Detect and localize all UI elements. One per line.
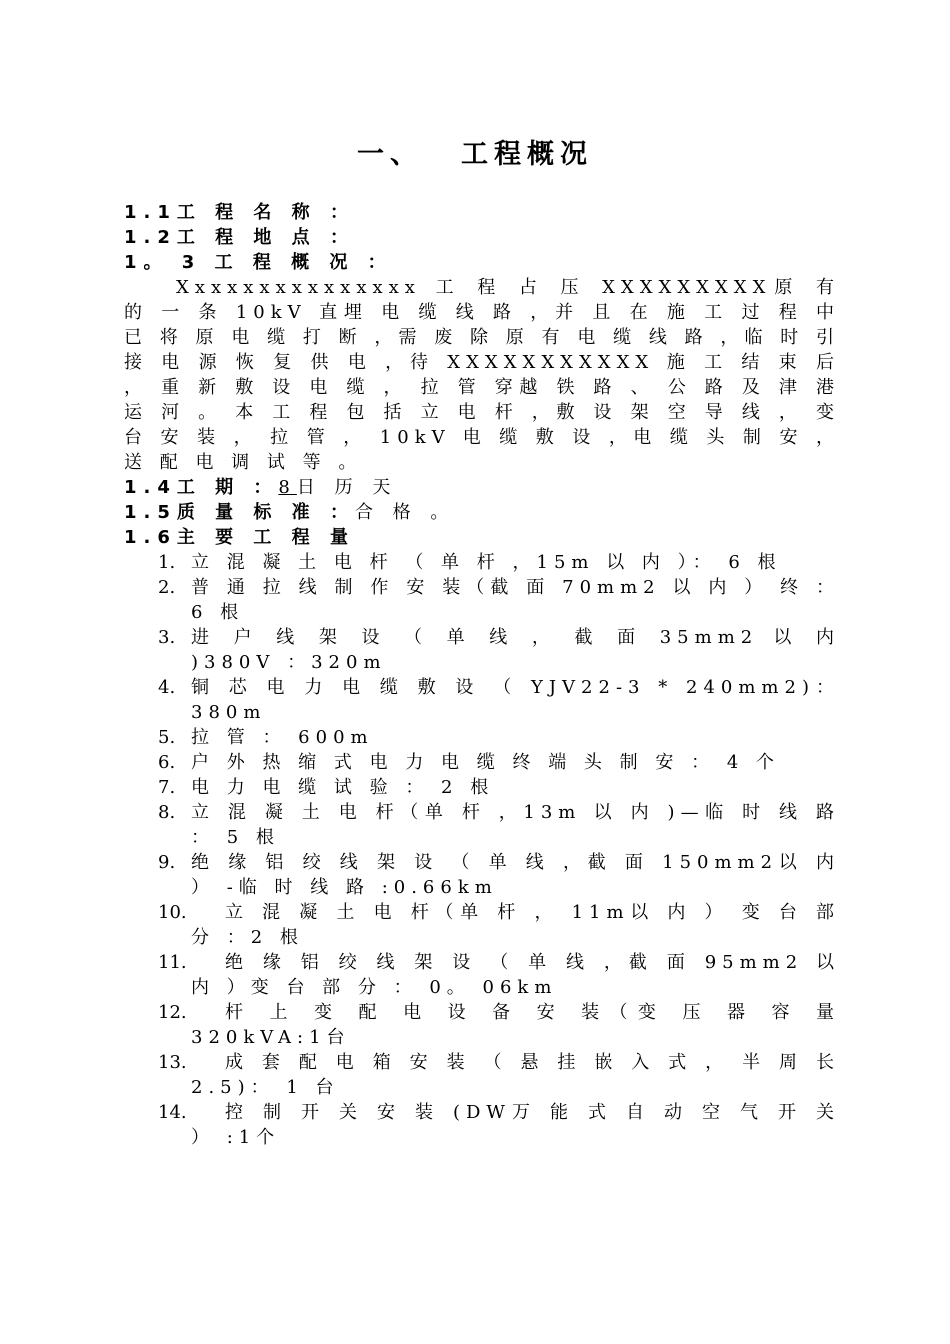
section-1-1-heading: 1.1工 程 名 称 ： [124,202,355,223]
list-item-number: 12. [158,1002,187,1023]
section-1-3-heading: 1。 3 工 程 概 况 ： [124,252,393,273]
duration-label: 1.4工 期 ： [124,477,279,498]
list-item [124,1100,840,1150]
list-item [124,725,840,750]
duration-days-value: 8 [278,477,297,498]
list-item [124,1000,840,1050]
list-item-text: 杆 上 变 配 电 设 备 安 装（变 压 器 容 量 320kVA:1台 [191,1002,840,1048]
duration-unit: 日 历 天 [296,477,398,498]
list-item-text: 绝 缘 铝 绞 线 架 设 （ 单 线 ，截 面 150mm2以 内 ） -临 时 线 路 :0.66km [191,852,840,898]
list-item-number: 2. [158,577,176,598]
list-item [124,1050,840,1100]
list-item-text: 普 通 拉 线 制 作 安 装（截 面 70mm2 以 内 ） 终 ： 6 根 [191,577,840,623]
list-item [124,675,840,725]
section-1-4-heading [124,475,840,500]
list-item [124,900,840,950]
list-item-text: 控 制 开 关 安 装 (DW万 能 式 自 动 空 气 开 关 ） :1个 [191,1102,840,1148]
list-item-text: 拉 管 ： 600m [191,727,374,748]
list-item-text: 立 混 凝 土 电 杆（单 杆 ，13m 以 内 )—临 时 线 路 ： 5 根 [191,802,840,848]
list-item-number: 8. [158,802,176,823]
list-item-number: 13. [158,1052,187,1073]
list-item-number: 5. [158,727,176,748]
list-item [124,775,840,800]
list-item [124,950,840,1000]
list-item [124,625,840,675]
section-1-5-heading [124,500,840,525]
list-item [124,550,840,575]
list-item-text: 立 混 凝 土 电 杆（单 杆 ， 11m以 内 ） 变 台 部 分 ：2 根 [191,902,840,948]
list-item-text: 进 户 线 架 设 （ 单 线 ， 截 面 35mm2 以 内 )380V ：320m [191,627,840,673]
list-item-number: 4. [158,677,176,698]
list-item-number: 3. [158,627,176,648]
list-item-number: 1. [158,552,176,573]
list-item [124,800,840,850]
title-text: 工程概况 [461,139,593,170]
list-item-text: 立 混 凝 土 电 杆 （ 单 杆 ，15m 以 内 ）： 6 根 [191,552,782,573]
section-1-6-heading: 1.6主 要 工 程 量 [124,527,355,548]
quality-label: 1.5质 量 标 准 ： [124,502,355,523]
list-item-number: 9. [158,852,176,873]
project-overview-paragraph: Xxxxxxxxxxxxxxx 工 程 占 压 XXXXXXXXX原 有 的 一 条 10kV 直埋 电 缆 线 路 ，并 且 在 施 工 过 程 中 已 将 原 电 缆 打 断 ，需 废 除 原 有 电 缆 线 路 ，临 时 引 接 电 源 恢 复 供 电 ，待 XXXXXXXXXXX 施 工 结 束 后 ， 重 新 敷 设 电 缆 ， 拉 管 穿越 铁 路 、 公 路 及 津 港 运 河 。 本 工 程 包 括 立 电 杆 ，敷 设 架 空 导 线 ， 变 台 安 装 ， 拉 管 ， 10kV 电 缆 敷 设 ，电 缆 头 制 安 ， 送 配 电 调 试 等 。 [124,277,840,473]
list-item [124,850,840,900]
list-item-number: 6. [158,752,176,773]
section-1-2-heading: 1.2工 程 地 点 ： [124,227,355,248]
page-title [0,132,950,171]
list-item-text: 成 套 配 电 箱 安 装 （ 悬 挂 嵌 入 式 ， 半 周 长2.5)： 1 台 [191,1052,840,1098]
list-item-number: 10. [158,902,187,923]
quantities-list [124,550,840,1150]
document-body [124,200,840,1150]
title-number: 一、 [357,139,423,170]
list-item-number: 11. [158,952,187,973]
list-item-text: 绝 缘 铝 绞 线 架 设 （ 单 线 ，截 面 95mm2 以 内 ）变 台 部 分 ： 0。 06km [191,952,840,998]
list-item-text: 电 力 电 缆 试 验 ： 2 根 [191,777,495,798]
list-item-text: 户 外 热 缩 式 电 力 电 缆 终 端 头 制 安 ： 4 个 [191,752,780,773]
list-item-number: 14. [158,1102,187,1123]
list-item-text: 铜 芯 电 力 电 缆 敷 设 （ YJV22-3 * 240mm2)： 380m [191,677,840,723]
list-item [124,750,840,775]
list-item-number: 7. [158,777,176,798]
quality-value: 合 格 。 [354,502,456,523]
list-item [124,575,840,625]
